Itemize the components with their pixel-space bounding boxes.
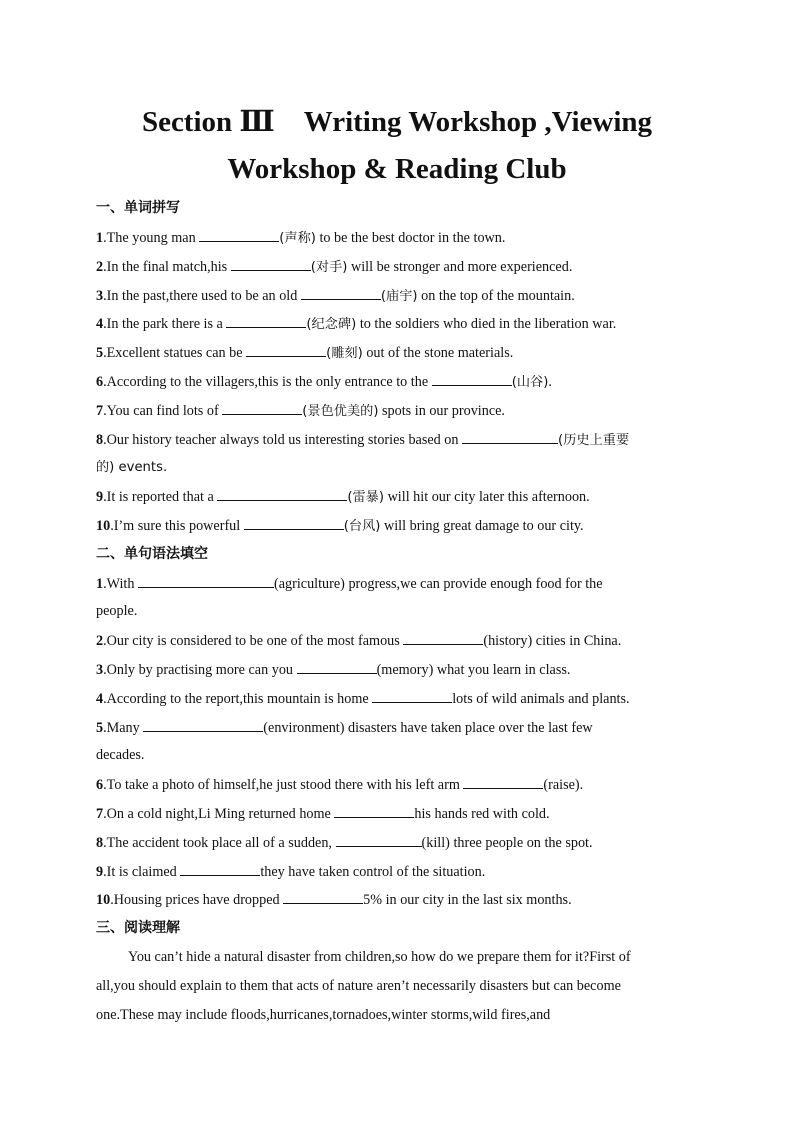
question-text: to the soldiers who died in the liberation war. <box>356 316 617 332</box>
question-row <box>96 718 706 737</box>
question-row <box>96 660 706 679</box>
question-text: (山谷) <box>511 375 549 390</box>
question-row <box>96 833 706 852</box>
question-text: .In the final match,his <box>103 259 231 275</box>
question-row-continuation <box>96 746 706 764</box>
question-text: three people on the spot. <box>449 835 593 851</box>
question-number: 3 <box>96 288 104 304</box>
question-text: will hit our city later this afternoon. <box>384 489 590 505</box>
question-row <box>96 343 706 363</box>
page-title-line-2: Workshop & Reading Club <box>227 153 567 185</box>
question-row <box>96 487 706 507</box>
question-text: (纪念碑) <box>306 317 357 332</box>
question-row <box>96 430 706 450</box>
question-row <box>96 372 706 392</box>
question-text: progress,we can provide enough food for the <box>344 576 603 592</box>
question-text: cities in China. <box>532 633 622 649</box>
question-number: 9 <box>96 489 104 505</box>
page-title-line-1: Section Ⅲ Writing Workshop ,Viewing <box>141 106 653 138</box>
question-text: they have taken control of the situation. <box>260 864 486 880</box>
question-text: .Housing prices have dropped <box>110 892 284 908</box>
question-row <box>96 689 706 708</box>
answer-blank <box>226 314 306 328</box>
question-text: will bring great damage to our city. <box>380 518 584 534</box>
answer-blank <box>217 487 347 501</box>
question-row <box>96 257 706 277</box>
question-text: (雷暴) <box>347 490 385 505</box>
question-row <box>96 516 706 536</box>
question-text: 5% in our city in the last six months. <box>363 892 572 908</box>
section-heading-spelling: 一、单词拼写 <box>96 200 180 216</box>
question-text: .Our city is considered to be one of the most famous <box>103 633 404 649</box>
question-number: 10 <box>96 892 111 908</box>
question-text: .With <box>103 576 138 592</box>
question-number: 2 <box>96 259 104 275</box>
question-row <box>96 228 706 248</box>
answer-blank <box>336 833 422 847</box>
question-text: .Our history teacher always told us interesting stories based on <box>103 432 463 448</box>
question-number: 6 <box>96 374 104 390</box>
question-row <box>96 314 706 334</box>
question-text: .According to the report,this mountain is home <box>103 691 373 707</box>
answer-blank <box>231 257 311 271</box>
question-text: .To take a photo of himself,he just stood there with his left arm <box>103 777 464 793</box>
passage-line: all,you should explain to them that acts of nature aren’t necessarily disasters but can become <box>96 978 621 994</box>
question-row <box>96 631 706 650</box>
question-row <box>96 890 706 909</box>
question-text: on the top of the mountain. <box>417 288 575 304</box>
section-heading-grammar: 二、单句语法填空 <box>96 546 208 562</box>
question-text: what you learn in class. <box>433 662 571 678</box>
answer-blank <box>143 718 263 732</box>
question-text: to be the best doctor in the town. <box>315 230 506 246</box>
question-row <box>96 804 706 823</box>
answer-blank <box>244 516 344 530</box>
question-text: (台风) <box>343 519 381 534</box>
question-text: (雕刻) <box>326 346 363 361</box>
answer-blank <box>334 804 414 818</box>
question-row-continuation <box>96 458 706 477</box>
question-row <box>96 401 706 421</box>
question-text: (kill) <box>421 835 450 851</box>
question-number: 7 <box>96 806 104 822</box>
answer-blank <box>180 862 260 876</box>
question-text: .It is reported that a <box>103 489 218 505</box>
question-text: .Only by practising more can you <box>103 662 297 678</box>
answer-blank <box>222 401 302 415</box>
question-text: .According to the villagers,this is the only entrance to the <box>103 374 432 390</box>
answer-blank <box>372 689 452 703</box>
question-number: 2 <box>96 633 104 649</box>
passage-line: You can’t hide a natural disaster from children,so how do we prepare them for it?First of <box>128 949 631 965</box>
passage-line: one.These may include floods,hurricanes,tornadoes,winter storms,wild fires,and <box>96 1007 551 1023</box>
question-text: out of the stone materials. <box>362 345 514 361</box>
question-number: 5 <box>96 345 104 361</box>
question-text: .On a cold night,Li Ming returned home <box>103 806 335 822</box>
question-text: (声称) <box>279 231 316 246</box>
question-text: .I’m sure this powerful <box>110 518 244 534</box>
question-text: disasters have taken place over the last few <box>344 720 593 736</box>
answer-blank <box>432 372 512 386</box>
question-text: (raise). <box>543 777 584 793</box>
question-row <box>96 286 706 306</box>
answer-blank <box>301 286 381 300</box>
question-row <box>96 574 706 593</box>
question-text: .The accident took place all of a sudden, <box>103 835 336 851</box>
question-text: (庙宇) <box>380 289 418 304</box>
question-text: his hands red with cold. <box>414 806 550 822</box>
question-text: .In the park there is a <box>103 316 227 332</box>
question-text: .The young man <box>103 230 200 246</box>
question-text: .In the past,there used to be an old <box>103 288 301 304</box>
question-row <box>96 862 706 881</box>
question-text: .It is claimed <box>103 864 181 880</box>
answer-blank <box>199 228 279 242</box>
question-number: 1 <box>96 576 104 592</box>
question-text: (对手) <box>310 260 348 275</box>
question-text: .Many <box>103 720 144 736</box>
question-number: 8 <box>96 835 104 851</box>
answer-blank <box>462 430 558 444</box>
answer-blank <box>297 660 377 674</box>
question-number: 9 <box>96 864 104 880</box>
answer-blank <box>246 343 326 357</box>
question-text: (景色优美的) <box>302 404 379 419</box>
question-number: 6 <box>96 777 104 793</box>
question-text: spots in our province. <box>378 403 505 419</box>
question-number: 5 <box>96 720 104 736</box>
question-text: people. <box>96 603 138 619</box>
question-row <box>96 775 706 794</box>
question-text: decades. <box>96 747 145 763</box>
question-number: 8 <box>96 432 104 448</box>
question-number: 10 <box>96 518 111 534</box>
question-text: .Excellent statues can be <box>103 345 247 361</box>
question-text: (agriculture) <box>274 576 345 592</box>
answer-blank <box>283 890 363 904</box>
question-text: (environment) <box>263 720 345 736</box>
question-text: 的) events. <box>96 460 168 475</box>
answer-blank <box>463 775 543 789</box>
question-row-continuation <box>96 602 706 620</box>
question-text: will be stronger and more experienced. <box>347 259 573 275</box>
question-number: 7 <box>96 403 104 419</box>
question-number: 4 <box>96 316 104 332</box>
answer-blank <box>138 574 274 588</box>
question-text: (历史上重要 <box>558 433 630 448</box>
question-text: lots of wild animals and plants. <box>452 691 630 707</box>
question-text: .You can find lots of <box>103 403 223 419</box>
question-number: 3 <box>96 662 104 678</box>
question-text: . <box>548 374 552 390</box>
section-heading-reading: 三、阅读理解 <box>96 920 180 936</box>
question-number: 1 <box>96 230 104 246</box>
question-text: (history) <box>483 633 533 649</box>
question-number: 4 <box>96 691 104 707</box>
question-text: (memory) <box>376 662 434 678</box>
answer-blank <box>403 631 483 645</box>
